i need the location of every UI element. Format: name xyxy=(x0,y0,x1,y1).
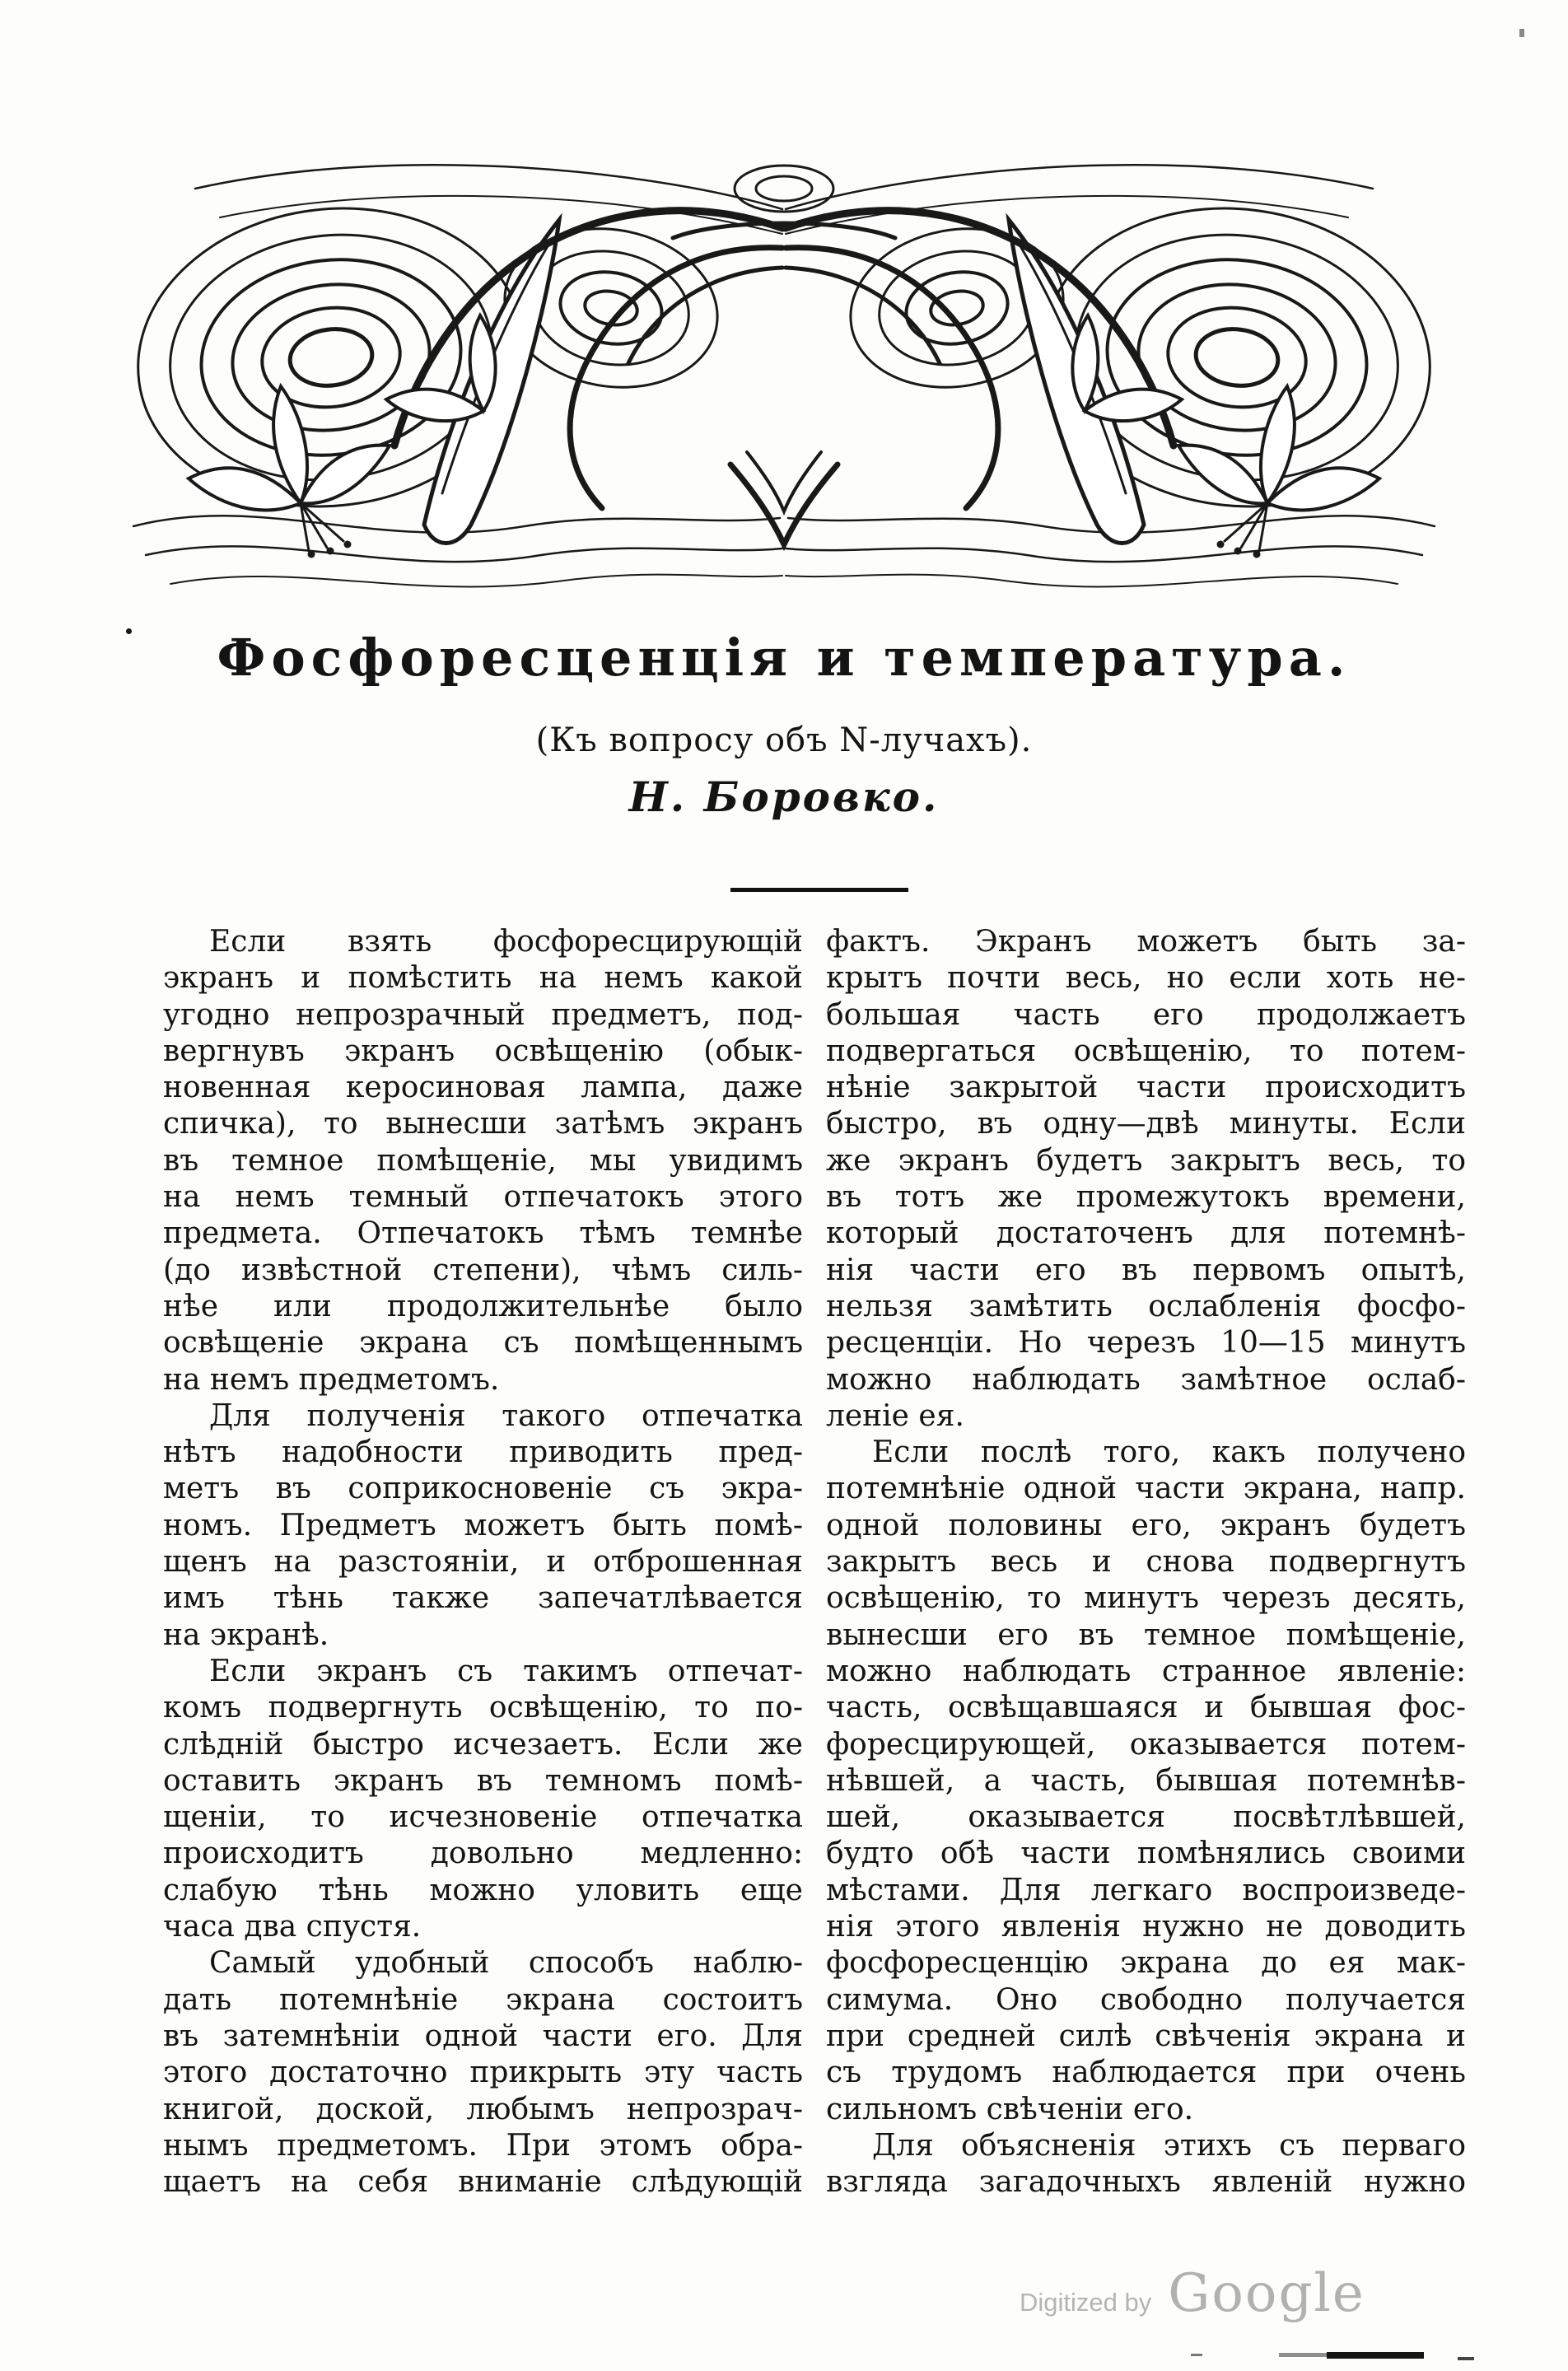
text-line: нія этого явленія нужно не доводить xyxy=(826,1910,1466,1944)
text-line: вергнувъ экранъ освѣщенію (обык- xyxy=(163,1034,803,1068)
text-line: на немъ предметомъ. xyxy=(163,1362,500,1397)
text-line: слѣдній быстро исчезаетъ. Если же xyxy=(163,1727,803,1762)
text-line: щеніи, то исчезновеніе отпечатка xyxy=(163,1800,803,1835)
text-line: въ темное помѣщеніе, мы увидимъ xyxy=(163,1143,803,1178)
text-line: сильномъ свѣченіи его. xyxy=(826,2092,1194,2126)
text-line: щаетъ на себя вниманіе слѣдующій xyxy=(163,2165,803,2200)
text-line: быстро, въ одну—двѣ минуты. Если xyxy=(826,1107,1466,1141)
scan-artifact xyxy=(1327,2352,1424,2359)
text-line: нѣвшей, а часть, бывшая потемнѣв- xyxy=(826,1763,1466,1798)
scan-artifact xyxy=(126,628,132,634)
text-line: предмета. Отпечатокъ тѣмъ темнѣе xyxy=(163,1216,803,1251)
text-line: книгой, доской, любымъ непрозрач- xyxy=(163,2092,803,2126)
scan-artifact xyxy=(1519,29,1524,37)
text-line: нѣтъ надобности приводить пред- xyxy=(163,1435,803,1470)
article-subtitle: (Къ вопросу объ N-лучахъ). xyxy=(535,721,1033,759)
text-line: симума. Оно свободно получается xyxy=(826,1982,1466,2017)
text-line: Для объясненія этихъ съ перваго xyxy=(872,2128,1466,2163)
text-line: Если взять фосфоресцирующій xyxy=(209,925,803,959)
text-line: часть, освѣщавшаяся и бывшая фос- xyxy=(826,1691,1466,1725)
text-line: новенная керосиновая лампа, даже xyxy=(163,1071,803,1105)
text-line: комъ подвергнуть освѣщенію, то по- xyxy=(163,1691,803,1725)
text-line: потемнѣніе одной части экрана, напр. xyxy=(826,1472,1466,1506)
text-line: который достаточенъ для потемнѣ- xyxy=(826,1216,1466,1251)
scan-artifact xyxy=(1191,2354,1202,2356)
scan-artifact xyxy=(1458,2357,1474,2360)
text-line: взгляда загадочныхъ явленій нужно xyxy=(826,2165,1466,2200)
separator-rule xyxy=(730,888,908,892)
body-text xyxy=(163,924,1466,2201)
text-line: оставить экранъ въ темномъ помѣ- xyxy=(163,1763,803,1798)
text-line: дать потемнѣніе экрана состоитъ xyxy=(163,1982,803,2017)
text-line: (до извѣстной степени), чѣмъ силь- xyxy=(163,1253,803,1287)
google-logo: Google xyxy=(1168,2263,1365,2324)
text-line: Самый удобный способъ наблю- xyxy=(209,1946,803,1981)
text-line: можно наблюдать замѣтное ослаб- xyxy=(826,1362,1466,1397)
text-line: имъ тѣнь также запечатлѣвается xyxy=(163,1581,803,1616)
right-column xyxy=(826,924,1466,2201)
text-line: освѣщеніе экрана съ помѣщеннымъ xyxy=(163,1326,803,1361)
art-nouveau-ornament-illustration xyxy=(96,138,1472,609)
text-line: фосфоресценцію экрана до ея мак- xyxy=(826,1946,1466,1981)
text-line: Если послѣ того, какъ получено xyxy=(872,1435,1466,1470)
text-line: нѣе или продолжительнѣе было xyxy=(163,1289,803,1323)
text-line: щенъ на разстояніи, и отброшенная xyxy=(163,1545,803,1580)
text-line: метъ въ соприкосновеніе съ экра- xyxy=(163,1472,803,1506)
text-line: въ тотъ же промежутокъ времени, xyxy=(826,1180,1466,1215)
left-column xyxy=(163,924,803,2201)
text-line: нельзя замѣтить ослабленія фосфо- xyxy=(826,1289,1466,1323)
text-line: Если экранъ съ такимъ отпечат- xyxy=(209,1654,803,1688)
text-line: происходитъ довольно медленно: xyxy=(163,1837,803,1871)
text-line: крытъ почти весь, но если хоть не- xyxy=(826,961,1466,996)
text-line: освѣщенію, то минутъ черезъ десять, xyxy=(826,1581,1466,1616)
text-line: будто обѣ части помѣнялись своими xyxy=(826,1837,1466,1871)
text-line: на немъ темный отпечатокъ этого xyxy=(163,1180,803,1215)
text-line: часа два спустя. xyxy=(163,1910,422,1944)
text-line: нѣніе закрытой части происходитъ xyxy=(826,1071,1466,1105)
text-line: нія части его въ первомъ опытѣ, xyxy=(826,1253,1466,1287)
text-line: фактъ. Экранъ можетъ быть за- xyxy=(826,925,1466,959)
scan-artifact xyxy=(1279,2353,1327,2357)
text-line: угодно непрозрачный предметъ, под- xyxy=(163,997,803,1032)
text-line: съ трудомъ наблюдается при очень xyxy=(826,2056,1466,2090)
text-line: нымъ предметомъ. При этомъ обра- xyxy=(163,2128,803,2163)
text-line: шей, оказывается посвѣтлѣвшей, xyxy=(826,1800,1466,1835)
text-line: большая часть его продолжаетъ xyxy=(826,997,1466,1032)
text-line: можно наблюдать странное явленіе: xyxy=(826,1654,1466,1688)
text-line: этого достаточно прикрыть эту часть xyxy=(163,2056,803,2090)
text-line: леніе ея. xyxy=(826,1398,964,1433)
text-line: въ затемнѣніи одной части его. Для xyxy=(163,2019,803,2053)
author-name: Н. Боровко. xyxy=(628,772,940,821)
text-line: форесцирующей, оказывается потем- xyxy=(826,1727,1466,1762)
text-line: вынесши его въ темное помѣщеніе, xyxy=(826,1617,1466,1652)
text-line: мѣстами. Для легкаго воспроизведе- xyxy=(826,1873,1466,1907)
text-line: номъ. Предметъ можетъ быть помѣ- xyxy=(163,1508,803,1543)
text-line: экранъ и помѣстить на немъ какой xyxy=(163,961,803,996)
text-line: при средней силѣ свѣченія экрана и xyxy=(826,2019,1466,2053)
text-line: слабую тѣнь можно уловить еще xyxy=(163,1873,803,1907)
article-title: Фосфоресценція и температура. xyxy=(217,628,1351,688)
text-line: одной половины его, экранъ будетъ xyxy=(826,1508,1466,1543)
text-line: же экранъ будетъ закрытъ весь, то xyxy=(826,1143,1466,1178)
text-line: спичка), то вынесши затѣмъ экранъ xyxy=(163,1107,803,1141)
text-line: подвергаться освѣщенію, то потем- xyxy=(826,1034,1466,1068)
text-line: на экранѣ. xyxy=(163,1617,329,1652)
digitized-by-label: Digitized by xyxy=(1020,2288,1152,2317)
text-line: ресценціи. Но черезъ 10—15 минутъ xyxy=(826,1326,1466,1361)
text-line: закрытъ весь и снова подвергнутъ xyxy=(826,1545,1466,1580)
digitized-watermark xyxy=(1020,2263,1365,2324)
text-line: Для полученія такого отпечатка xyxy=(209,1398,803,1433)
